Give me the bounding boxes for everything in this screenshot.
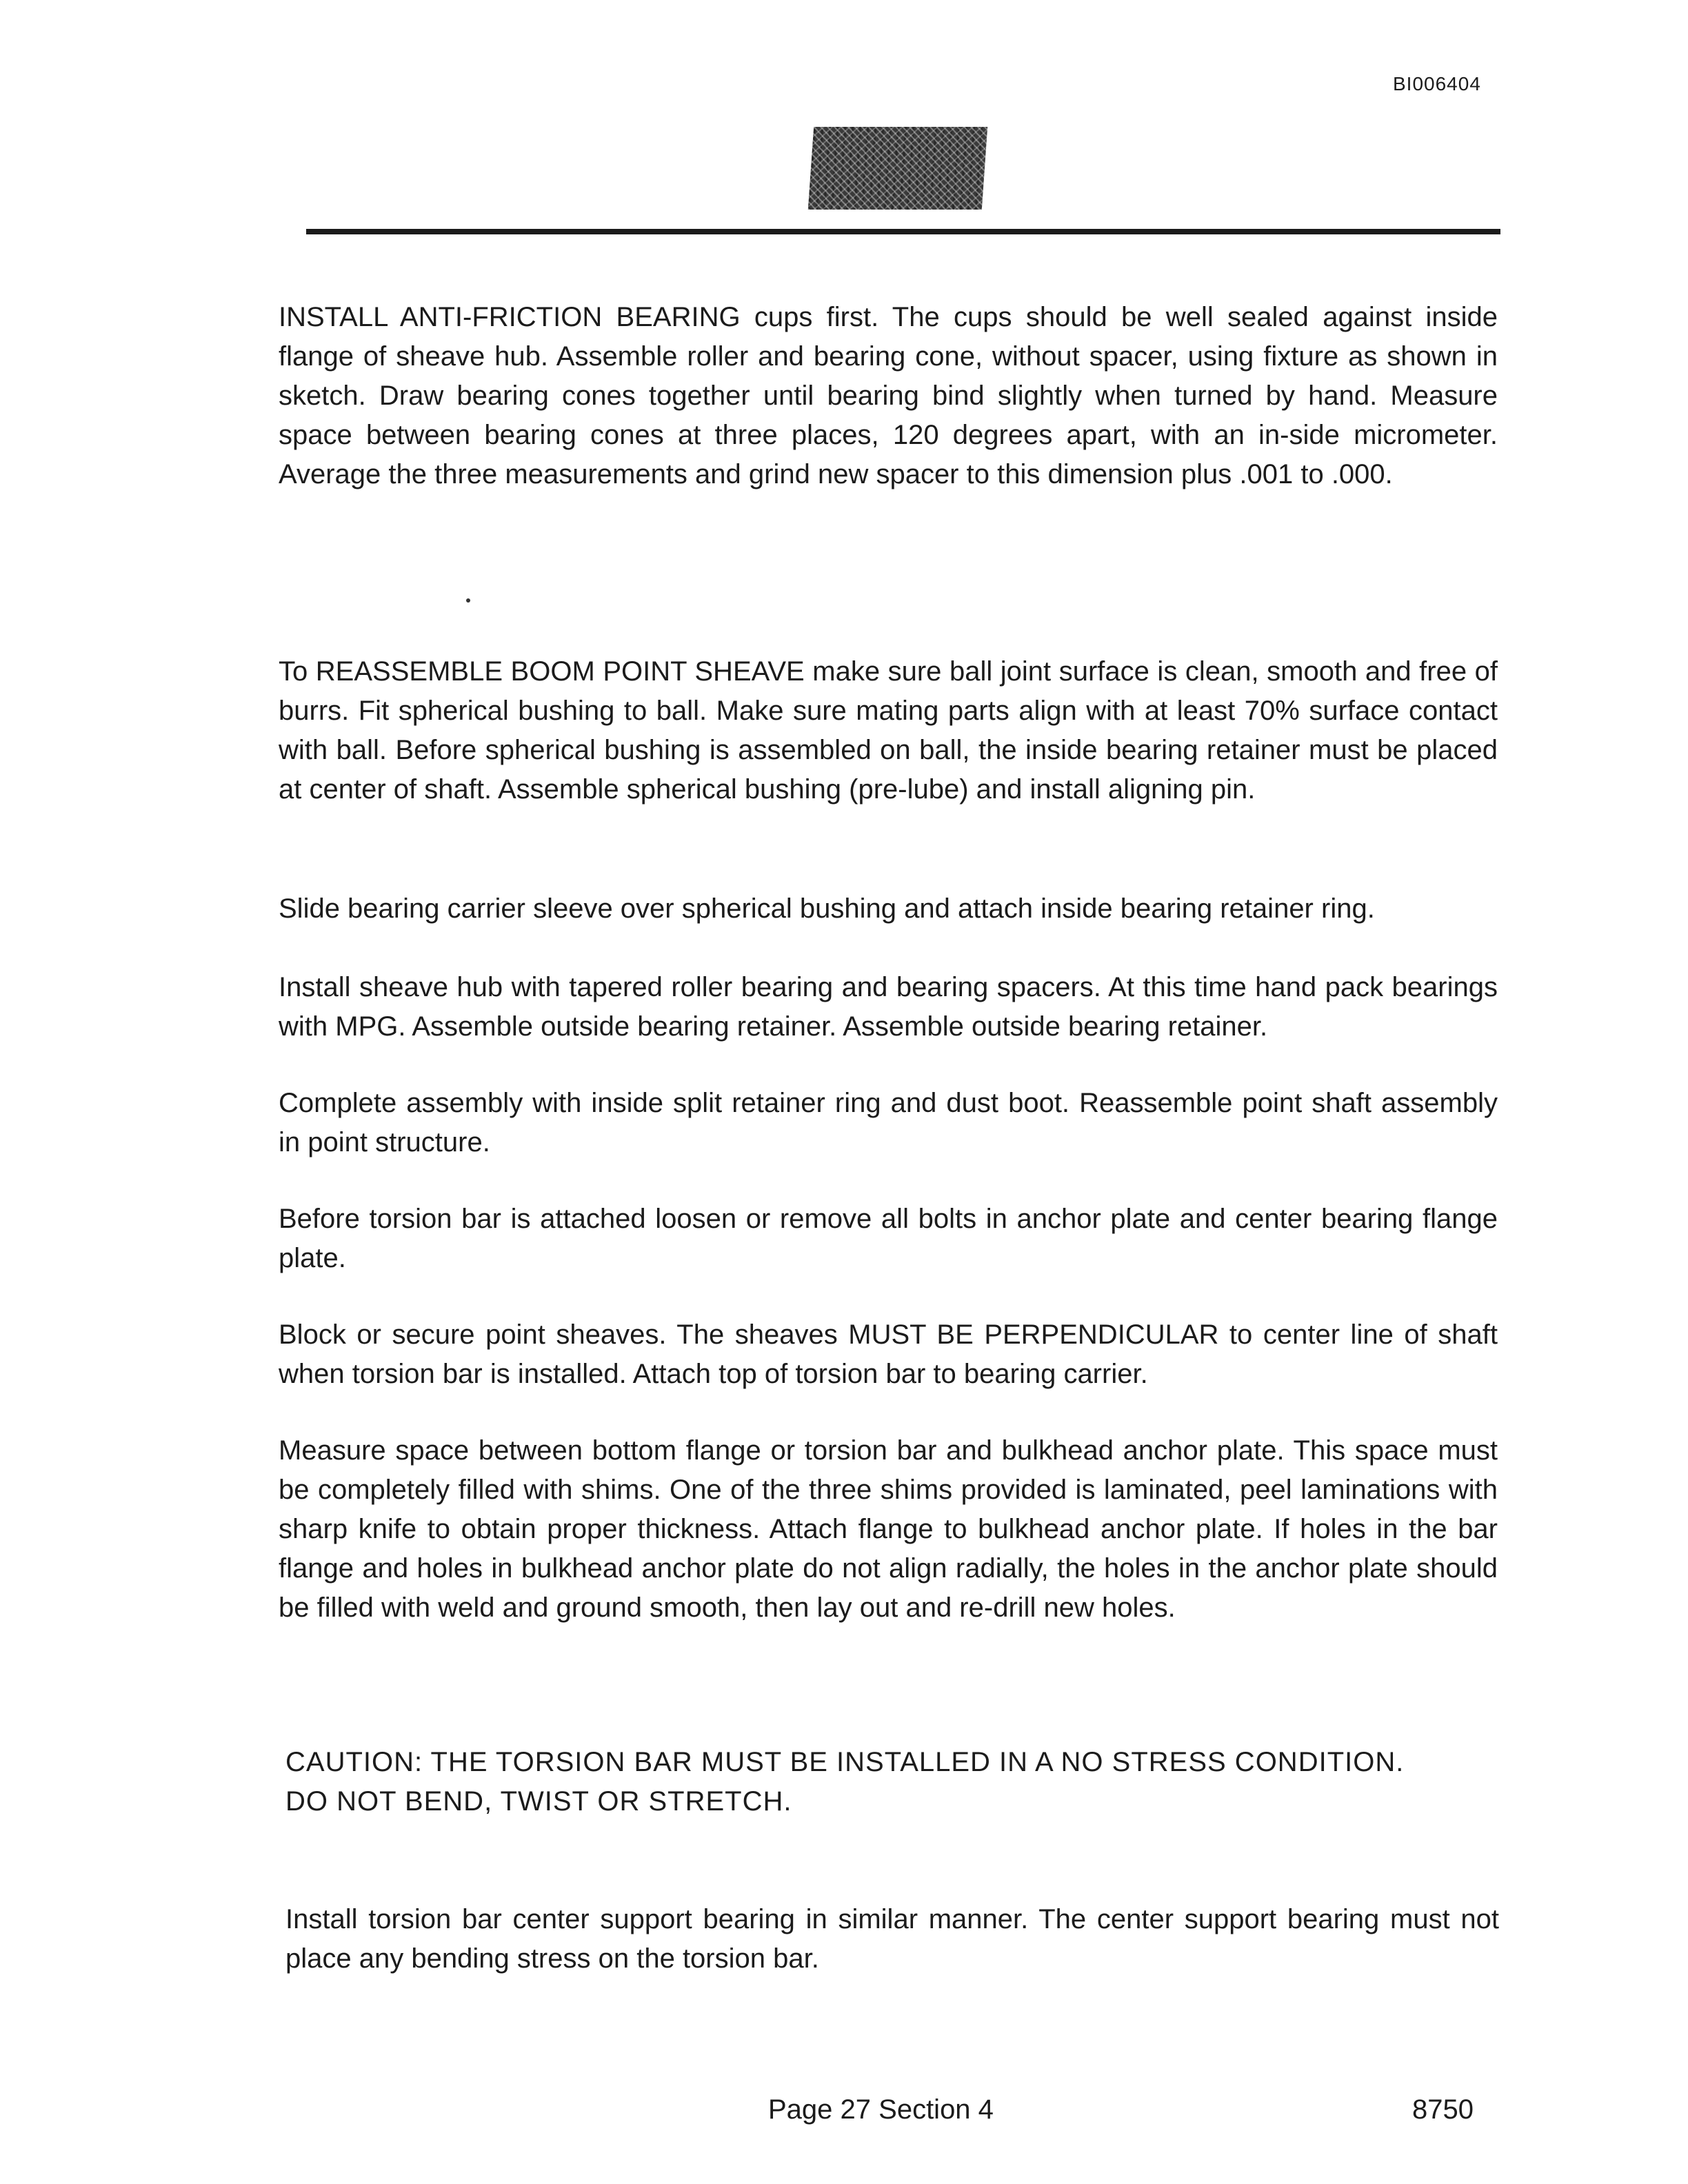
paragraph-install-bearing: INSTALL ANTI-FRICTION BEARING cups first. The cups should be well sealed against inside flange of sheave hub. Assemble roller and bearing cone, without spacer, using fixture as shown in sketch. Draw bearing cones together until bearing bind slightly when turned by hand. Measure space between bearing cones at three places, 120 degrees apart, with an in-side micrometer. Average the three measurements and grind new spacer to this dimension plus .001 to .000. [279,302,1498,489]
paragraph-measure-space: Measure space between bottom flange or torsion bar and bulkhead anchor plate. This space must be completely filled with shims. One of the three shims provided is laminated, peel laminations with sharp knife to obtain proper thickness. Attach flange to bulkhead anchor plate. If holes in the bar flange and holes in bulkhead anchor plate do not align radially, the holes in the anchor plate should be filled with weld and ground smooth, then lay out and re-drill new holes. [279,1435,1498,1623]
model-number: 8750 [1412,2094,1474,2125]
header-rule [306,229,1500,234]
document-id: BI006404 [1393,73,1481,94]
paragraph-complete-assembly: Complete assembly with inside split retainer ring and dust boot. Reassemble point shaft assembly in point structure. [279,1088,1498,1157]
caution-line-2: DO NOT BEND, TWIST OR STRETCH. [285,1786,792,1817]
paragraph-block-sheaves: Block or secure point sheaves. The sheaves MUST BE PERPENDICULAR to center line of shaft when torsion bar is installed. Attach top of torsion bar to bearing carrier. [279,1320,1498,1389]
company-logo [808,127,987,210]
paragraph-sheave-hub: Install sheave hub with tapered roller bearing and bearing spacers. At this time hand pack bearings with MPG. Assemble outside bearing retainer. Assemble outside bearing retainer. [279,972,1498,1042]
paragraph-reassemble-sheave: To REASSEMBLE BOOM POINT SHEAVE make sure ball joint surface is clean, smooth and free of burrs. Fit spherical bushing to ball. Make sure mating parts align with at least 70% surface contact with ball. Before spherical bushing is assembled on ball, the inside bearing retainer must be placed at center of shaft. Assemble spherical bushing (pre-lube) and install aligning pin. [279,656,1498,805]
stray-mark [466,598,470,603]
page-section-label: Page 27 Section 4 [768,2094,994,2125]
caution-line-1: CAUTION: THE TORSION BAR MUST BE INSTALLED IN A NO STRESS CONDITION. [285,1747,1405,1777]
paragraph-center-support: Install torsion bar center support bearing in similar manner. The center support bearing must not place any bending stress on the torsion bar. [285,1904,1499,1974]
paragraph-bearing-carrier: Slide bearing carrier sleeve over spherical bushing and attach inside bearing retainer ring. [279,893,1375,924]
paragraph-before-torsion-bar: Before torsion bar is attached loosen or remove all bolts in anchor plate and center bearing flange plate. [279,1204,1498,1273]
